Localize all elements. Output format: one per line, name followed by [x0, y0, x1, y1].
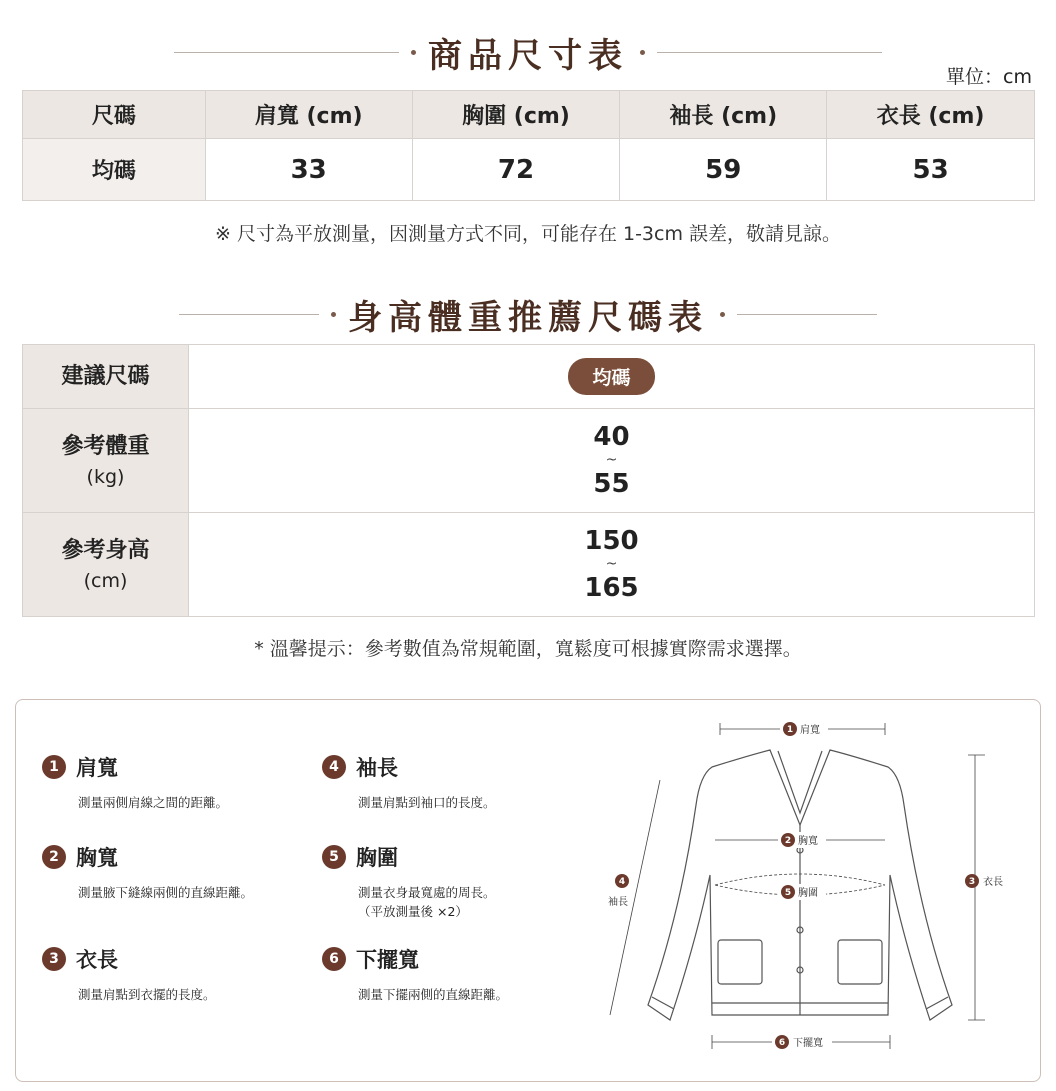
- header-sleeve: 袖長 (cm): [620, 91, 827, 139]
- guide-item-desc: 測量肩點到袖口的長度。: [358, 795, 496, 810]
- guide-number-badge: 5: [322, 845, 346, 869]
- guide-item-shoulder: [42, 752, 228, 813]
- header-length: 衣長 (cm): [827, 91, 1035, 139]
- title-divider-right: [657, 52, 882, 53]
- recommend-chart-title-row: [0, 290, 1056, 339]
- value-weight: [189, 409, 1035, 513]
- guide-number-badge: 2: [42, 845, 66, 869]
- recommend-chart-title: 身高體重推薦尺碼表: [348, 298, 708, 338]
- label-hem: [772, 1034, 832, 1050]
- cell-bust: 72: [412, 139, 620, 201]
- guide-item-name: 肩寬: [76, 756, 118, 780]
- weight-unit: (kg): [86, 465, 125, 488]
- guide-item-sleeve: [322, 752, 496, 813]
- guide-item-length: [42, 944, 216, 1005]
- diagram-label-length: 衣長: [983, 877, 1003, 888]
- height-unit: (cm): [83, 569, 128, 592]
- value-recommended-size: [189, 345, 1035, 409]
- guide-item-desc-line1: 測量衣身最寬處的周長。: [358, 885, 496, 900]
- label-weight: [23, 409, 189, 513]
- size-chart-note: ※ 尺寸為平放測量，因測量方式不同，可能存在 1-3cm 誤差，敬請見諒。: [214, 223, 842, 245]
- title2-dot-right: [720, 312, 725, 317]
- height-tilde: ~: [605, 556, 618, 573]
- cell-length: 53: [827, 139, 1035, 201]
- guide-item-chest-width: [42, 842, 253, 903]
- diagram-num-5: 5: [784, 888, 792, 898]
- title-divider-left: [174, 52, 399, 53]
- size-chart-title-row: [0, 28, 1056, 77]
- size-table: [22, 90, 1035, 201]
- diagram-num-4: 4: [618, 877, 626, 887]
- guide-item-name: 衣長: [76, 948, 118, 972]
- recommend-row-height: [23, 513, 1035, 617]
- cell-shoulder: 33: [205, 139, 412, 201]
- size-table-header-row: [23, 91, 1035, 139]
- title-dot-left: [411, 50, 416, 55]
- label-bust: [778, 884, 826, 900]
- diagram-label-chest-width: 胸寬: [798, 836, 818, 847]
- cell-sleeve: 59: [620, 139, 827, 201]
- guide-item-hem: [322, 944, 508, 1005]
- diagram-num-1: 1: [786, 725, 794, 735]
- guide-item-name: 下擺寬: [356, 948, 419, 972]
- guide-item-desc: 測量下擺兩側的直線距離。: [358, 987, 509, 1002]
- title-dot-right: [640, 50, 645, 55]
- height-label: 參考身高: [61, 537, 150, 563]
- weight-tilde: ~: [605, 452, 618, 469]
- diagram-num-6: 6: [778, 1038, 786, 1048]
- guide-item-name: 胸寬: [76, 846, 118, 870]
- weight-max: 55: [593, 468, 630, 499]
- guide-item-desc: 測量腋下縫線兩側的直線距離。: [78, 885, 254, 900]
- diagram-label-bust: 胸圍: [798, 888, 818, 899]
- guide-number-badge: 6: [322, 947, 346, 971]
- recommend-table: [22, 344, 1035, 617]
- title2-dot-left: [331, 312, 336, 317]
- diagram-label-sleeve: 袖長: [608, 897, 628, 908]
- diagram-label-shoulder: 肩寬: [800, 725, 820, 736]
- guide-item-desc: 測量兩側肩線之間的距離。: [78, 795, 229, 810]
- label-recommended-size: 建議尺碼: [23, 345, 189, 409]
- guide-number-badge: 3: [42, 947, 66, 971]
- weight-label: 參考體重: [61, 433, 150, 459]
- cell-size: 均碼: [23, 139, 206, 201]
- height-min: 150: [584, 525, 639, 556]
- recommend-note: * 溫馨提示：參考數值為常規範圍，寬鬆度可根據實際需求選擇。: [254, 638, 802, 660]
- guide-item-bust: [322, 842, 496, 922]
- title2-divider-left: [179, 314, 319, 315]
- guide-number-badge: 1: [42, 755, 66, 779]
- recommend-row-size: [23, 345, 1035, 409]
- unit-label: 單位：cm: [946, 66, 1032, 88]
- header-bust: 胸圍 (cm): [412, 91, 620, 139]
- guide-item-name: 胸圍: [356, 846, 398, 870]
- recommend-row-weight: [23, 409, 1035, 513]
- cardigan-measure-diagram: [600, 715, 1030, 1065]
- label-length: [965, 874, 1003, 888]
- label-sleeve: [608, 874, 629, 908]
- size-chart-title: 商品尺寸表: [428, 36, 628, 76]
- title2-divider-right: [737, 314, 877, 315]
- label-height: [23, 513, 189, 617]
- guide-item-desc: [358, 884, 496, 922]
- size-pill: 均碼: [568, 358, 654, 395]
- label-chest-width: [778, 832, 826, 848]
- label-shoulder: [780, 721, 828, 737]
- guide-item-desc-line2: （平放測量後 ×2）: [358, 903, 468, 919]
- size-table-row: [23, 139, 1035, 201]
- value-height: [189, 513, 1035, 617]
- guide-number-badge: 4: [322, 755, 346, 779]
- height-max: 165: [584, 572, 639, 603]
- guide-item-name: 袖長: [356, 756, 398, 780]
- guide-item-desc: 測量肩點到衣擺的長度。: [78, 987, 216, 1002]
- header-shoulder: 肩寬 (cm): [205, 91, 412, 139]
- weight-min: 40: [593, 421, 630, 452]
- diagram-label-hem: 下擺寬: [793, 1038, 823, 1049]
- diagram-num-2: 2: [784, 836, 792, 846]
- header-size: 尺碼: [23, 91, 206, 139]
- diagram-num-3: 3: [968, 877, 976, 887]
